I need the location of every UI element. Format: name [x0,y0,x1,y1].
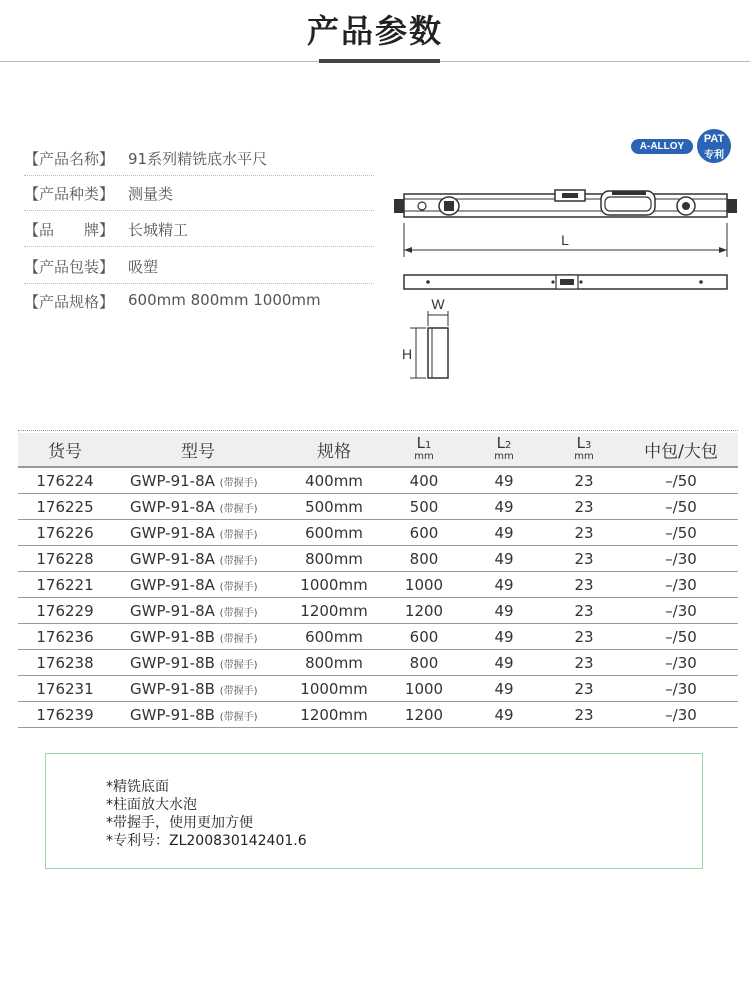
model-note: (带握手) [219,711,258,723]
cell-l1: 500 [384,494,464,520]
table-row [18,650,738,676]
table-row [18,598,738,624]
spec-value: 测量类 [128,185,174,203]
cell-spec: 1000mm [284,676,384,702]
cell-spec: 1200mm [284,702,384,728]
cell-item-no: 176224 [18,467,112,494]
header-model: 型号 [112,433,284,467]
model-note: (带握手) [219,503,258,515]
cell-model [112,624,284,650]
level-front-view [394,190,737,217]
model-note: (带握手) [219,659,258,671]
cell-l2: 49 [464,676,544,702]
cell-l3: 23 [544,467,624,494]
cell-l2: 49 [464,494,544,520]
height-label: H [401,346,413,362]
model-code: GWP-91-8A [130,523,215,542]
cell-l2: 49 [464,624,544,650]
model-code: GWP-91-8A [130,601,215,620]
cell-l1: 1000 [384,676,464,702]
title-underline [319,59,440,63]
spec-label: 【产品包装】 [24,258,115,276]
cell-pack: –/50 [624,467,738,494]
cell-l1: 800 [384,650,464,676]
model-code: GWP-91-8A [130,575,215,594]
cell-l1: 400 [384,467,464,494]
cell-l2: 49 [464,702,544,728]
header-l3: L3 mm [544,433,624,467]
spec-row-name [24,140,374,176]
model-note: (带握手) [219,581,258,593]
model-note: (带握手) [219,607,258,619]
level-cross-section [410,311,448,378]
cell-l3: 23 [544,650,624,676]
cell-l2: 49 [464,546,544,572]
spec-label: 【产品种类】 [24,185,115,203]
cell-pack: –/30 [624,676,738,702]
page-title: 产品参数 [306,12,443,50]
patent-badge-top: PAT [703,133,725,145]
model-code: GWP-91-8B [130,627,215,646]
header-spec: 规格 [284,433,384,467]
cell-l3: 23 [544,702,624,728]
cell-l3: 23 [544,624,624,650]
table-row [18,676,738,702]
cell-l3: 23 [544,494,624,520]
spec-value: 吸塑 [128,258,159,276]
cell-pack: –/30 [624,702,738,728]
table-row [18,467,738,494]
length-label: L [561,232,569,248]
section-divider [18,430,738,431]
cell-l2: 49 [464,572,544,598]
feature-item: *精铣底面 [106,779,169,795]
spec-value: 91系列精铣底水平尺 [128,150,268,168]
cell-pack: –/30 [624,598,738,624]
model-code: GWP-91-8B [130,653,215,672]
cell-pack: –/30 [624,572,738,598]
patent-badge [697,129,731,163]
cell-model [112,520,284,546]
cell-l1: 1200 [384,702,464,728]
cell-model [112,546,284,572]
cell-spec: 600mm [284,624,384,650]
cell-model [112,572,284,598]
spec-label: 【产品名称】 [24,150,115,168]
header-l1: L1 mm [384,433,464,467]
spec-row-package [24,248,374,284]
header-l2: L2 mm [464,433,544,467]
cell-item-no: 176229 [18,598,112,624]
cell-l1: 1000 [384,572,464,598]
feature-item: *柱面放大水泡 [106,797,197,813]
spec-label: 【产品规格】 [24,293,115,311]
cell-pack: –/30 [624,650,738,676]
cell-item-no: 176225 [18,494,112,520]
cell-item-no: 176221 [18,572,112,598]
cell-l1: 800 [384,546,464,572]
level-technical-drawing [390,185,745,390]
cell-item-no: 176231 [18,676,112,702]
cell-spec: 500mm [284,494,384,520]
table-row [18,546,738,572]
features-box [45,753,703,869]
cell-spec: 600mm [284,520,384,546]
cell-model [112,676,284,702]
cell-model [112,650,284,676]
cell-l2: 49 [464,520,544,546]
table-row [18,624,738,650]
cell-spec: 1000mm [284,572,384,598]
cell-item-no: 176228 [18,546,112,572]
spec-value: 长城精工 [128,221,189,239]
model-code: GWP-91-8A [130,549,215,568]
cell-l3: 23 [544,598,624,624]
cell-pack: –/30 [624,546,738,572]
spec-value: 600mm 800mm 1000mm [128,291,321,309]
cell-l3: 23 [544,676,624,702]
feature-item: *带握手，使用更加方便 [106,815,253,831]
level-bottom-view [404,275,727,289]
feature-item: *专利号：ZL200830142401.6 [106,833,307,849]
a-alloy-badge: A-ALLOY [631,139,693,154]
cell-spec: 800mm [284,650,384,676]
model-code: GWP-91-8B [130,705,215,724]
model-note: (带握手) [219,555,258,567]
cell-l1: 1200 [384,598,464,624]
width-label: W [431,296,445,312]
model-note: (带握手) [219,477,258,489]
cell-model [112,598,284,624]
header-item-no: 货号 [18,433,112,467]
spec-divider [24,246,374,247]
spec-label: 【品 牌】 [24,221,115,239]
cell-spec: 1200mm [284,598,384,624]
header-pack: 中包/大包 [624,433,738,467]
table-row [18,520,738,546]
model-note: (带握手) [219,633,258,645]
table-row [18,494,738,520]
table-row [18,702,738,728]
product-spec-table [18,433,738,728]
model-code: GWP-91-8B [130,679,215,698]
spec-row-size [24,283,374,319]
cell-l3: 23 [544,572,624,598]
cell-l1: 600 [384,624,464,650]
cell-spec: 400mm [284,467,384,494]
spec-row-category [24,175,374,211]
cell-model [112,494,284,520]
cell-l2: 49 [464,467,544,494]
cell-item-no: 176236 [18,624,112,650]
cell-model [112,467,284,494]
cell-model [112,702,284,728]
model-code: GWP-91-8A [130,497,215,516]
model-code: GWP-91-8A [130,471,215,490]
patent-badge-bottom: 专利 [704,150,724,161]
model-note: (带握手) [219,685,258,697]
cell-pack: –/50 [624,494,738,520]
cell-l1: 600 [384,520,464,546]
cell-l2: 49 [464,650,544,676]
cell-item-no: 176239 [18,702,112,728]
cell-l2: 49 [464,598,544,624]
spec-row-brand [24,211,374,247]
model-note: (带握手) [219,529,258,541]
cell-item-no: 176226 [18,520,112,546]
table-row [18,572,738,598]
cell-item-no: 176238 [18,650,112,676]
cell-l3: 23 [544,520,624,546]
cell-pack: –/50 [624,624,738,650]
cell-l3: 23 [544,546,624,572]
table-header-row [18,433,738,467]
cell-pack: –/50 [624,520,738,546]
cell-spec: 800mm [284,546,384,572]
